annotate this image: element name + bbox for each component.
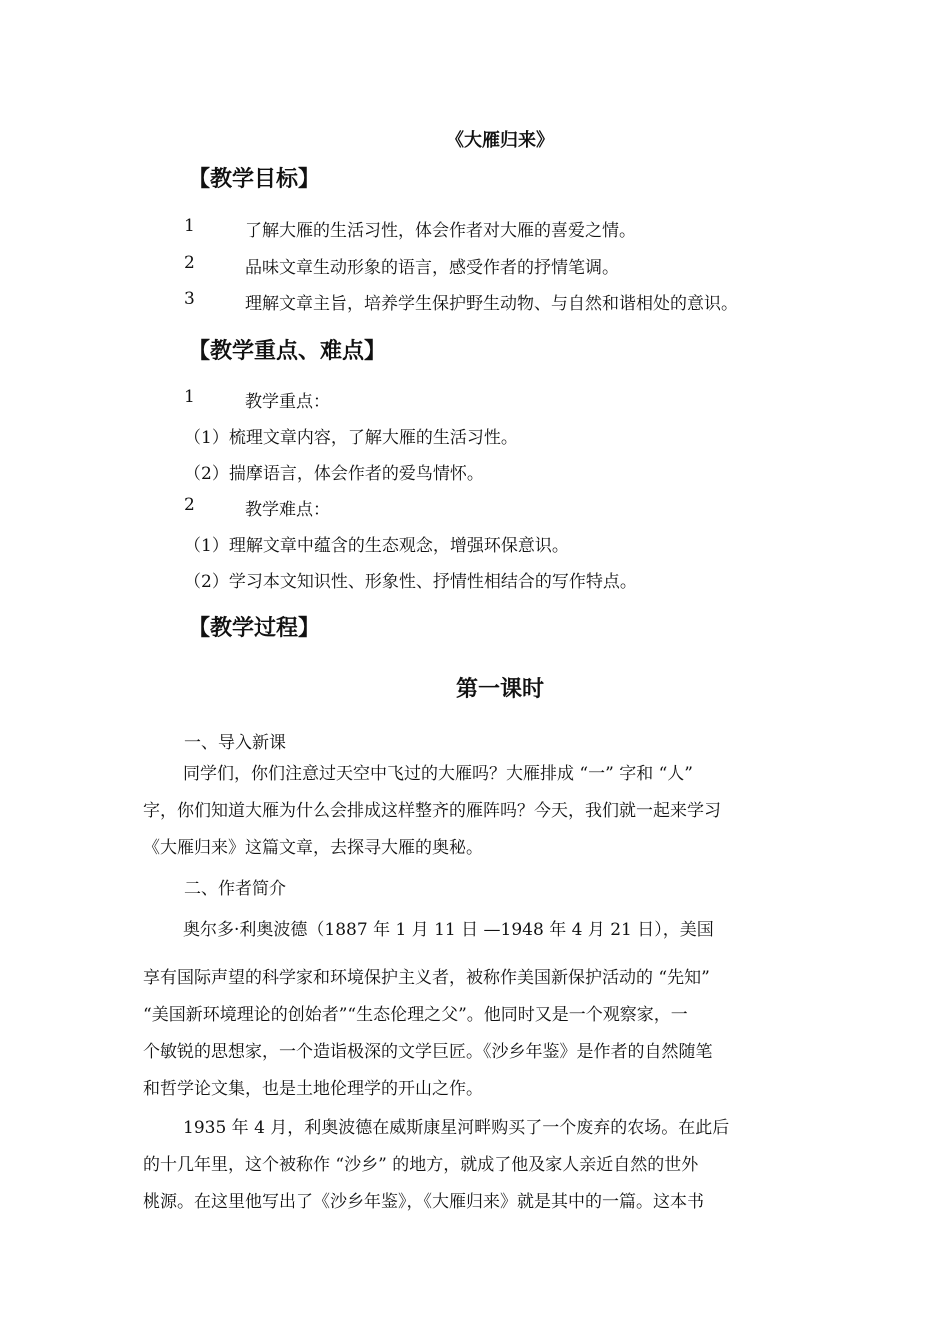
process-heading: 【教学过程】	[188, 615, 321, 641]
author-heading: 二、作者简介	[184, 879, 286, 899]
document-title: 《大雁归来》	[446, 130, 554, 151]
objective-item: 理解文章主旨，培养学生保护野生动物、与自然和谐相处的意识。	[245, 294, 738, 314]
difficulty-number: 2	[184, 495, 195, 515]
objective-number: 3	[184, 289, 195, 309]
author-paragraph-first-line	[143, 912, 808, 949]
paragraph-line: 的十几年里，这个被称作 “沙乡” 的地方，就成了他及家人亲近自然的世外	[143, 1155, 699, 1175]
author-paragraph	[143, 960, 808, 1108]
paragraph-line: 1935 年 4 月，利奥波德在威斯康星河畔购买了一个废弃的农场。在此后	[183, 1118, 730, 1138]
paragraph-line: 同学们，你们注意过天空中飞过的大雁吗？大雁排成 “一” 字和 “人”	[183, 764, 693, 784]
intro-paragraph	[143, 756, 808, 867]
paragraph-line: 和哲学论文集，也是土地伦理学的开山之作。	[143, 1079, 483, 1099]
difficulty-item: （1）理解文章中蕴含的生态观念，增强环保意识。	[184, 536, 569, 556]
focus-item: （2）揣摩语言，体会作者的爱鸟情怀。	[184, 464, 484, 484]
objective-item: 了解大雁的生活习性，体会作者对大雁的喜爱之情。	[245, 221, 636, 241]
paragraph-line: 桃源。在这里他写出了《沙乡年鉴》，《大雁归来》就是其中的一篇。这本书	[143, 1192, 704, 1212]
focus-label: 教学重点：	[245, 392, 330, 412]
history-paragraph	[143, 1110, 808, 1221]
paragraph-line: 《大雁归来》这篇文章，去探寻大雁的奥秘。	[143, 838, 483, 858]
lesson-title: 第一课时	[455, 676, 544, 702]
objective-item: 品味文章生动形象的语言，感受作者的抒情笔调。	[245, 258, 619, 278]
paragraph-line: 享有国际声望的科学家和环境保护主义者，被称作美国新保护活动的 “先知”	[143, 968, 710, 988]
paragraph-line: 奥尔多·利奥波德（1887 年 1 月 11 日 —1948 年 4 月 21 日），美国	[183, 920, 714, 940]
objectives-heading: 【教学目标】	[188, 166, 321, 192]
paragraph-line: 字，你们知道大雁为什么会排成这样整齐的雁阵吗？今天，我们就一起来学习	[143, 801, 721, 821]
difficulty-label: 教学难点：	[245, 500, 330, 520]
paragraph-line: “美国新环境理论的创始者”“生态伦理之父”。他同时又是一个观察家，一	[143, 1005, 688, 1025]
focus-number: 1	[184, 387, 195, 407]
objective-number: 2	[184, 253, 195, 273]
intro-heading: 一、导入新课	[184, 733, 286, 753]
objective-number: 1	[184, 216, 195, 236]
key-points-heading: 【教学重点、难点】	[188, 338, 387, 364]
difficulty-item: （2）学习本文知识性、形象性、抒情性相结合的写作特点。	[184, 572, 637, 592]
paragraph-line: 个敏锐的思想家，一个造诣极深的文学巨匠。《沙乡年鉴》是作者的自然随笔	[143, 1042, 713, 1062]
focus-item: （1）梳理文章内容，了解大雁的生活习性。	[184, 428, 518, 448]
